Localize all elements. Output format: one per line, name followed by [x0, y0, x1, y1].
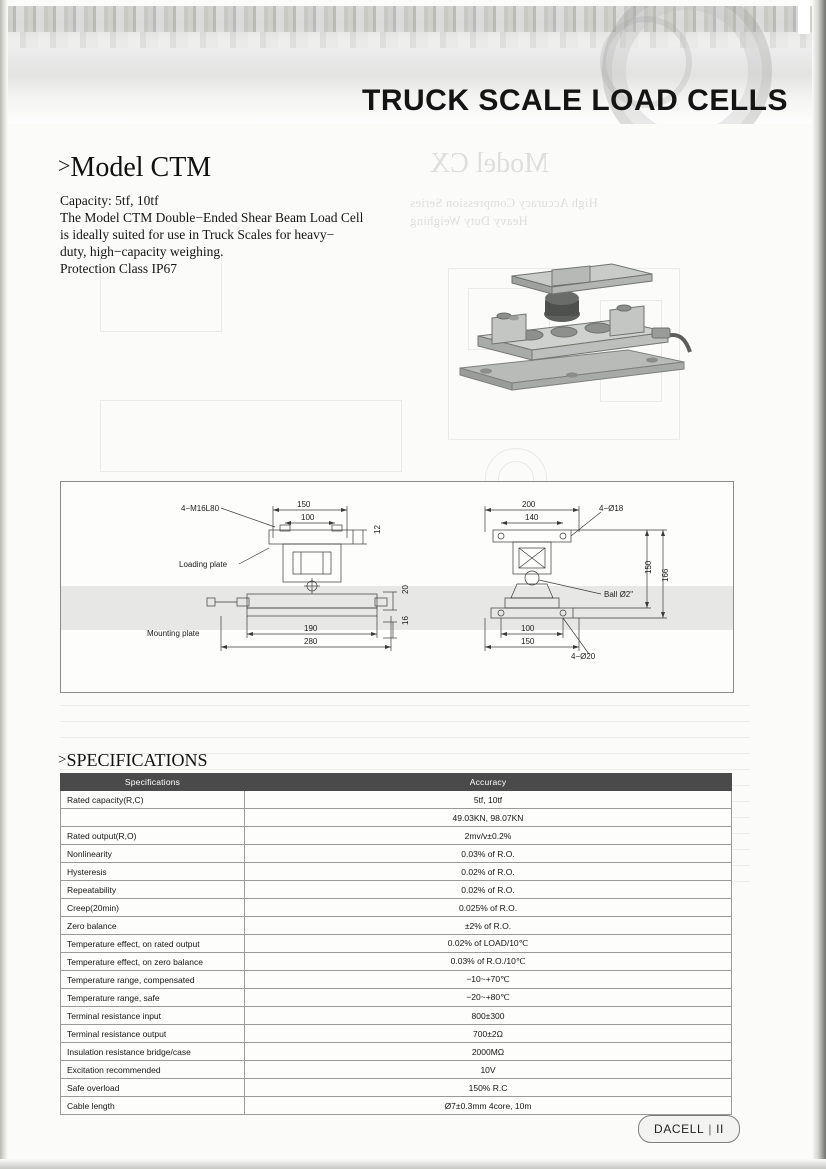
table-row — [61, 1079, 732, 1097]
drawing-label-16: 16 — [401, 616, 410, 625]
row-label — [61, 809, 245, 827]
brand-separator: | — [708, 1122, 713, 1136]
row-label: Cable length — [61, 1097, 245, 1115]
drawing-label-loading-plate: Loading plate — [179, 560, 228, 569]
scan-edge-bottom — [0, 1159, 826, 1169]
model-heading — [58, 152, 211, 184]
row-value: ±2% of R.O. — [245, 917, 732, 935]
column-header-specifications: Specifications — [61, 774, 245, 791]
row-value: Ø7±0.3mm 4core, 10m — [245, 1097, 732, 1115]
row-value: 10V — [245, 1061, 732, 1079]
drawing-label-bolt-spec: 4−M16L80 — [181, 504, 220, 513]
table-row — [61, 1007, 732, 1025]
drawing-label-20: 20 — [401, 585, 410, 594]
protection-class-line: Protection Class IP67 — [60, 261, 177, 276]
model-name: Model CTM — [70, 152, 212, 183]
product-photo — [452, 240, 692, 400]
row-value: 0.03% of R.O. — [245, 845, 732, 863]
drawing-label-mounting-plate: Mounting plate — [147, 629, 200, 638]
table-row — [61, 845, 732, 863]
row-value: 800±300 — [245, 1007, 732, 1025]
table-row — [61, 1097, 732, 1115]
brand-name: DACELL — [654, 1122, 705, 1136]
table-row — [61, 899, 732, 917]
description-line-1: The Model CTM Double−Ended Shear Beam Load Cell — [60, 210, 364, 225]
page-number: II — [716, 1122, 724, 1136]
model-description — [60, 192, 400, 277]
table-row — [61, 791, 732, 809]
drawing-label-4-d18: 4−Ø18 — [599, 504, 624, 513]
table-row — [61, 863, 732, 881]
table-row — [61, 989, 732, 1007]
page-corner-nick — [798, 0, 810, 34]
row-label: Temperature effect, on rated output — [61, 935, 245, 953]
drawing-label-190: 190 — [304, 624, 318, 633]
row-value: 700±2Ω — [245, 1025, 732, 1043]
scan-edge-right — [812, 0, 826, 1169]
table-row — [61, 1061, 732, 1079]
ghost-line-2: Heavy Duty Weighing — [410, 214, 528, 228]
drawing-label-100-bottom: 100 — [521, 624, 535, 633]
row-label: Temperature range, safe — [61, 989, 245, 1007]
row-value: 0.025% of R.O. — [245, 899, 732, 917]
row-label: Nonlinearity — [61, 845, 245, 863]
table-row — [61, 935, 732, 953]
table-row — [61, 971, 732, 989]
specifications-heading — [58, 750, 208, 771]
row-value: 0.02% of R.O. — [245, 863, 732, 881]
drawing-label-150-right: 150 — [644, 560, 653, 574]
row-label: Repeatability — [61, 881, 245, 899]
row-label: Excitation recommended — [61, 1061, 245, 1079]
table-row — [61, 881, 732, 899]
row-label: Rated capacity(R,C) — [61, 791, 245, 809]
row-label: Temperature effect, on zero balance — [61, 953, 245, 971]
table-row — [61, 917, 732, 935]
table-row — [61, 827, 732, 845]
drawing-label-150-bottom: 150 — [521, 637, 535, 646]
column-header-accuracy: Accuracy — [245, 774, 732, 791]
row-value: 0.03% of R.O./10℃ — [245, 953, 732, 971]
row-value: 49.03KN, 98.07KN — [245, 809, 732, 827]
specifications-heading-text: SPECIFICATIONS — [66, 750, 208, 770]
ghost-line-1: High Accuracy Compression Series — [410, 196, 598, 210]
row-label: Hysteresis — [61, 863, 245, 881]
row-value: −20~+80℃ — [245, 989, 732, 1007]
drawing-label-166: 166 — [661, 568, 670, 582]
row-label: Safe overload — [61, 1079, 245, 1097]
page-header-band — [8, 6, 812, 124]
row-value: 5tf, 10tf — [245, 791, 732, 809]
drawing-label-12: 12 — [373, 525, 382, 534]
capacity-line: Capacity: 5tf, 10tf — [60, 193, 159, 208]
ghost-model-title: Model CX — [430, 148, 549, 179]
dimension-drawing — [61, 482, 733, 690]
row-value: 2mv/v±0.2% — [245, 827, 732, 845]
row-label: Terminal resistance output — [61, 1025, 245, 1043]
drawing-label-100-top: 100 — [301, 513, 315, 522]
row-value: 150% R.C — [245, 1079, 732, 1097]
row-label: Insulation resistance bridge/case — [61, 1043, 245, 1061]
ghost-left-box-2 — [100, 400, 402, 472]
row-label: Terminal resistance input — [61, 1007, 245, 1025]
row-value: 0.02% of R.O. — [245, 881, 732, 899]
row-value: 2000MΩ — [245, 1043, 732, 1061]
specifications-table — [60, 773, 732, 1115]
footer-brand-badge — [638, 1115, 740, 1143]
page-title: TRUCK SCALE LOAD CELLS — [362, 84, 788, 117]
table-row — [61, 1025, 732, 1043]
table-row — [61, 809, 732, 827]
chevron-right-icon: > — [58, 153, 71, 178]
drawing-label-200: 200 — [522, 500, 536, 509]
drawing-label-280: 280 — [304, 637, 318, 646]
row-label: Rated output(R,O) — [61, 827, 245, 845]
row-value: 0.02% of LOAD/10℃ — [245, 935, 732, 953]
scan-edge-left — [0, 0, 8, 1169]
drawing-label-140: 140 — [525, 513, 539, 522]
table-row — [61, 953, 732, 971]
row-label: Creep(20min) — [61, 899, 245, 917]
description-line-2: is ideally suited for use in Truck Scales for heavy− — [60, 227, 335, 242]
drawing-label-ball: Ball Ø2" — [604, 590, 634, 599]
drawing-label-150-top: 150 — [297, 500, 311, 509]
row-label: Zero balance — [61, 917, 245, 935]
description-line-3: duty, high−capacity weighing. — [60, 244, 224, 259]
row-value: −10~+70℃ — [245, 971, 732, 989]
table-header-row — [61, 774, 732, 791]
table-row — [61, 1043, 732, 1061]
row-label: Temperature range, compensated — [61, 971, 245, 989]
chevron-right-icon-spec: > — [58, 752, 67, 768]
drawing-label-4-d20: 4−Ø20 — [571, 652, 596, 661]
dimension-drawing-panel — [60, 481, 734, 693]
